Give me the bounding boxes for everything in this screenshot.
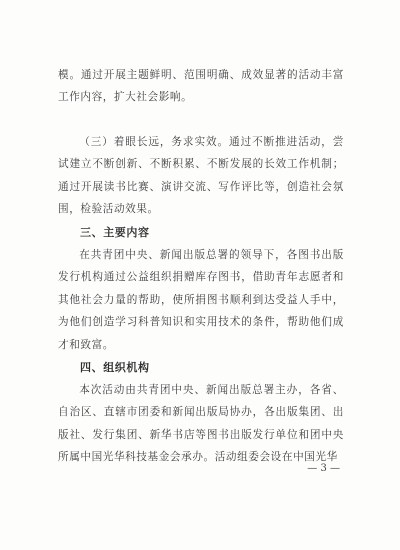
paragraph-item-3: （三）着眼长远，务求实效。通过不断推进活动，尝试建立不断创新、不断积累、不断发展的长效工作机制；通过开展读书比赛、演讲交流、写作评比等，创造社会氛围，检验活动效果。 bbox=[58, 136, 344, 216]
paragraph-continued: 模。通过开展主题鲜明、范围明确、成效显著的活动丰富工作内容，扩大社会影响。 bbox=[58, 69, 344, 104]
section-heading-main-content: 三、主要内容 bbox=[80, 226, 150, 239]
paragraph-main-content: 在共青团中央、新闻出版总署的领导下，各图书出版发行机构通过公益组织捐赠库存图书，借助青年志愿者和其他社会力量的帮助，使所捐图书顺利到达受益人手中，为他们创造学习科普知识和实用技术的条件，帮助他们成才和致富。 bbox=[58, 249, 344, 351]
section-heading-organization: 四、组织机构 bbox=[80, 361, 150, 374]
page-number: — 3 — bbox=[307, 463, 340, 474]
paragraph-organization: 本次活动由共青团中央、新闻出版总署主办，各省、自治区、直辖市团委和新闻出版局协办，各出版集团、出版社、发行集团、新华书店等图书出版发行单位和团中央所属中国光华科技基金会承办。活动组委会设在中国光华 bbox=[58, 384, 344, 464]
